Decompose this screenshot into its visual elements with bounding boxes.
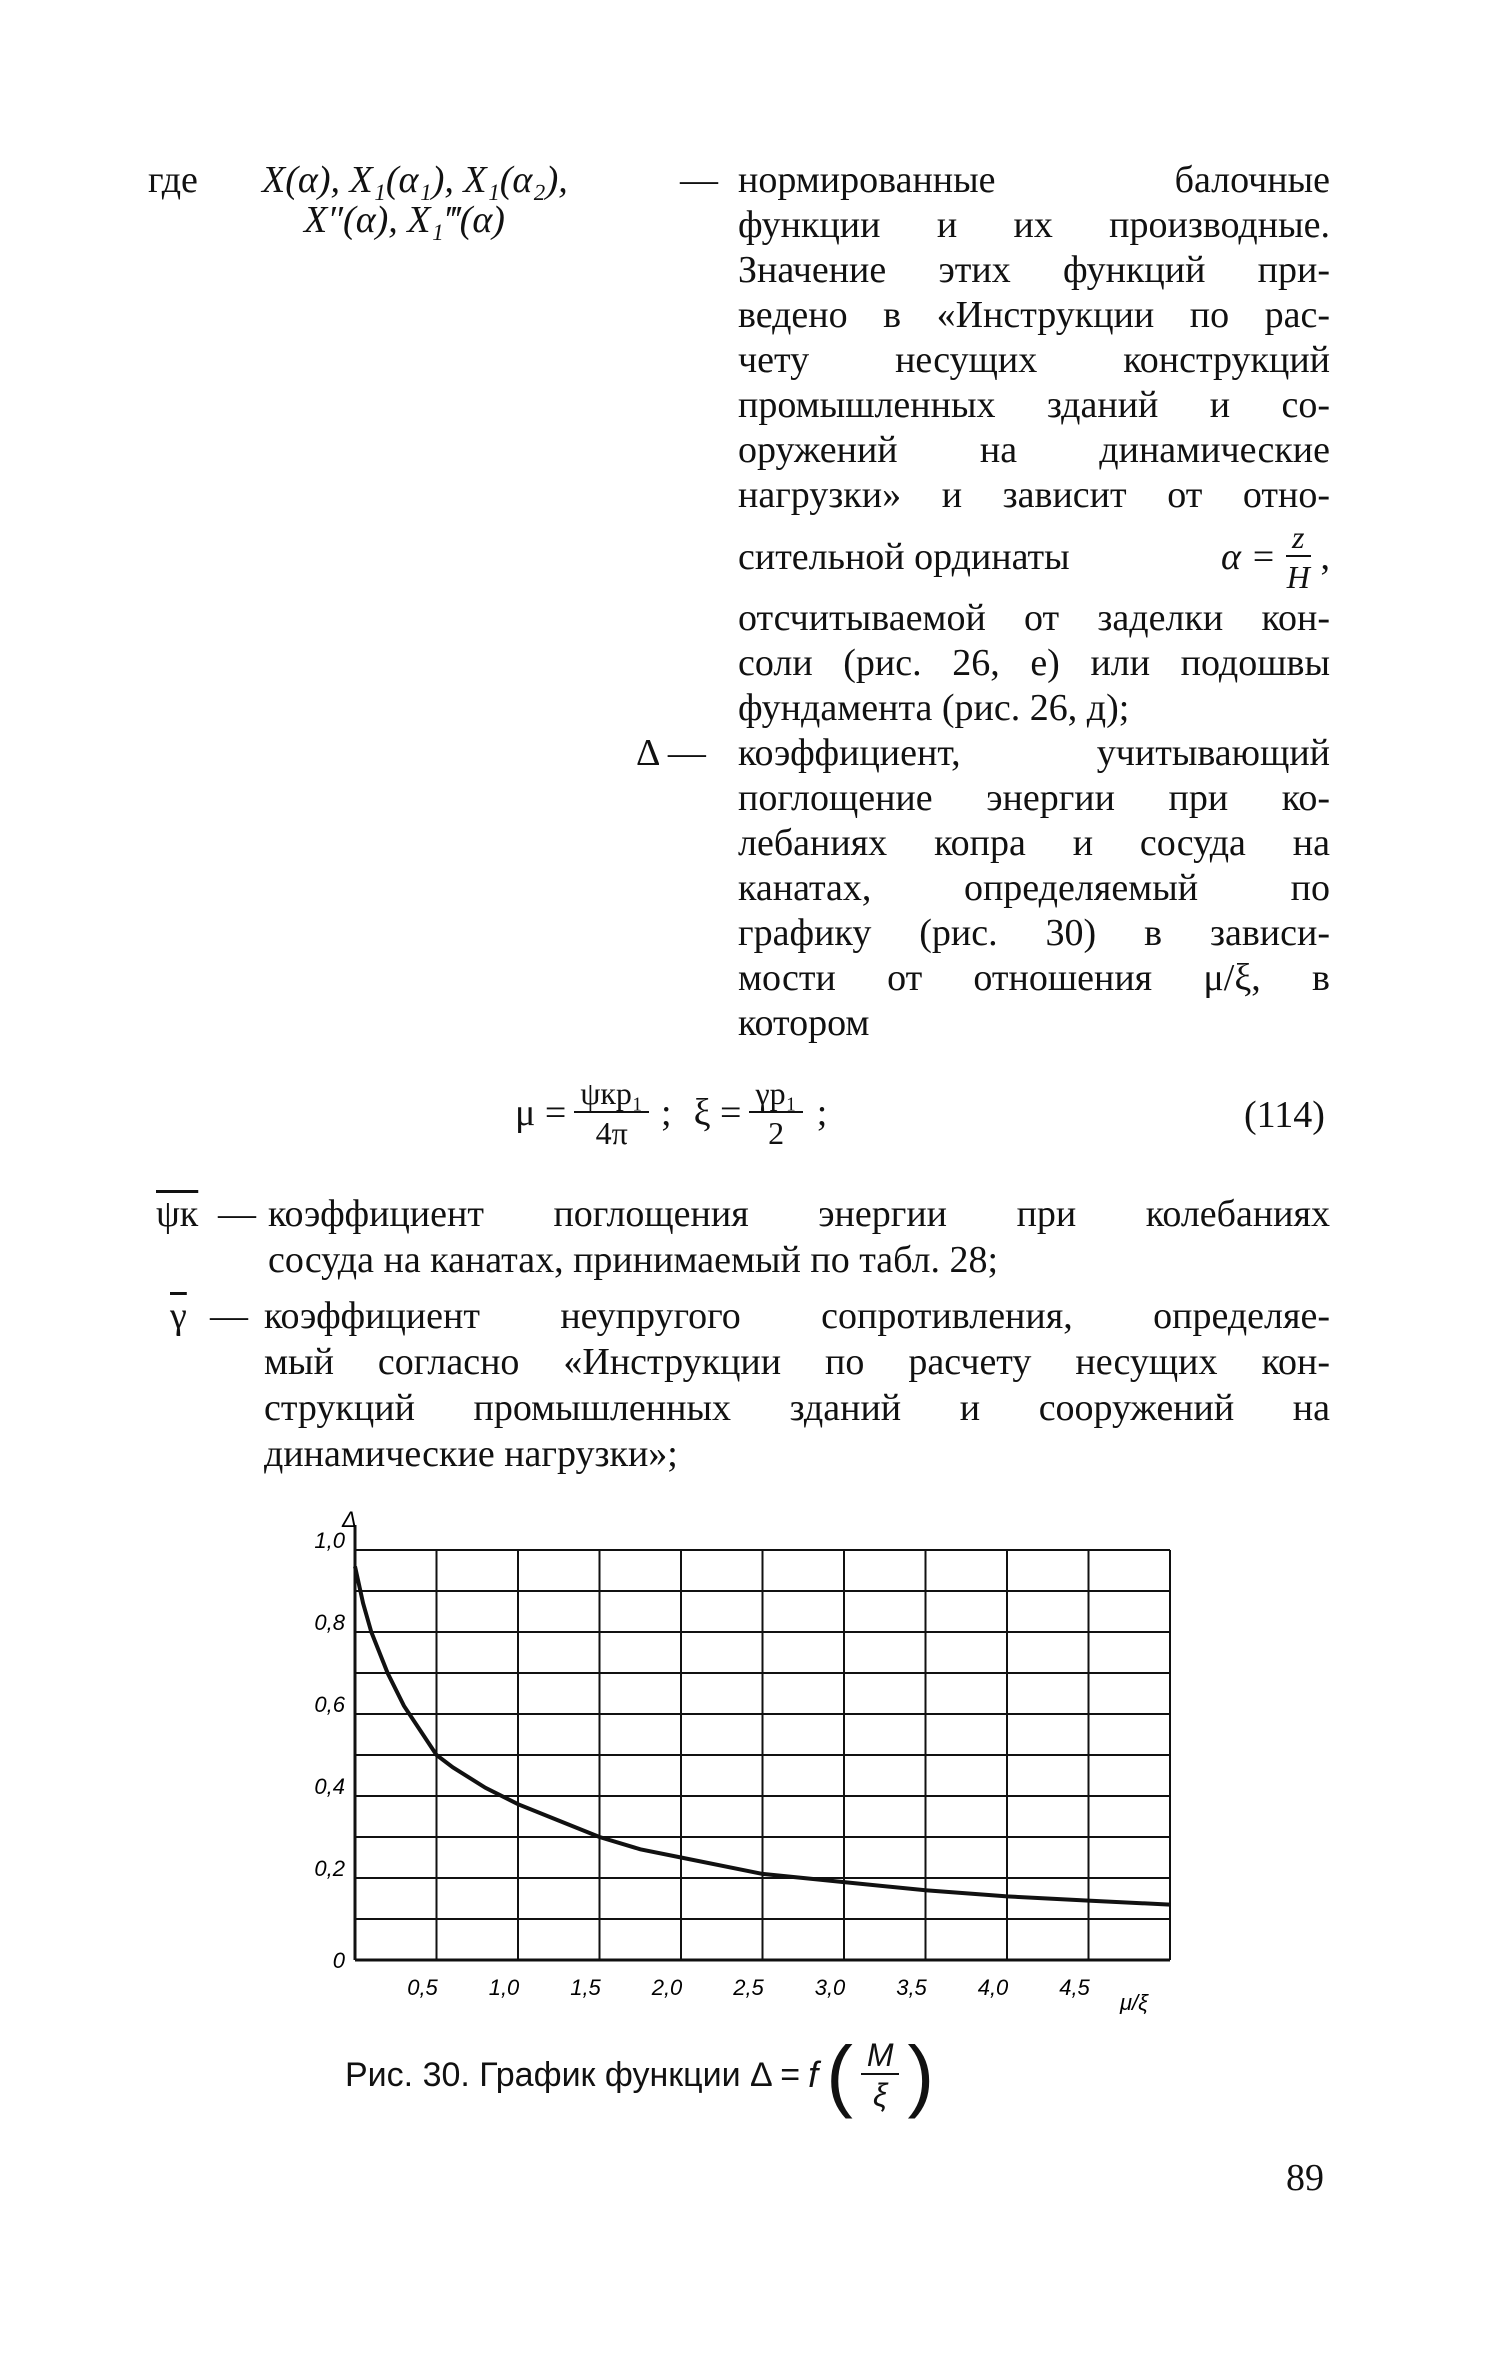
alpha-symbol: α = [1220, 535, 1277, 578]
caption-f: f [808, 2054, 819, 2095]
x-tick-label: 1,5 [570, 1975, 601, 2000]
caption-right-paren: ) [907, 2030, 935, 2119]
ordinate-explanation [738, 596, 1330, 731]
text-line: отсчитываемой от заделки кон- [738, 597, 1330, 639]
text-line: нормированные балочные [738, 159, 1330, 201]
chart-y-ticks [314, 1528, 345, 1973]
text-line: ведено в «Инструкции по рас- [738, 294, 1330, 336]
chart-x-ticks [407, 1975, 1090, 2000]
text-line: промышленных зданий и со- [738, 384, 1330, 426]
text-line: канатах, определяемый по [738, 867, 1330, 909]
caption-denominator: ξ [873, 2077, 888, 2113]
xi-denominator: 2 [768, 1115, 785, 1151]
gamma-definition-line-4: динамические нагрузки»; [264, 1433, 678, 1475]
fraction-suffix: , [1320, 535, 1330, 578]
xi-symbol: ξ = [693, 1091, 742, 1134]
mu-denominator: 4π [595, 1115, 628, 1151]
mu-symbol: μ = [515, 1091, 567, 1134]
formula-separator: ; [661, 1091, 672, 1134]
text-line: фундамента (рис. 26, д); [738, 687, 1130, 729]
delta-function-chart [300, 1505, 1200, 2055]
text-line: оружений на динамические [738, 429, 1330, 471]
caption-fraction [861, 2039, 900, 2111]
x-tick-label: 3,0 [814, 1975, 846, 2000]
y-tick-label: 1,0 [314, 1528, 345, 1553]
x-tick-label: 0,5 [407, 1975, 438, 2000]
psi-symbol: ψк [156, 1193, 199, 1235]
x-tick-label: 2,5 [733, 1975, 764, 2000]
functions-line-2: X″(α), X₁‴(α) [304, 199, 505, 241]
y-tick-label: 0,2 [314, 1856, 345, 1881]
text-line: функции и их производные. [738, 204, 1330, 246]
y-tick-label: 0,8 [314, 1610, 345, 1635]
text-line: соли (рис. 26, е) или подошвы [738, 642, 1330, 684]
y-tick-label: 0,6 [314, 1692, 345, 1717]
fraction-numerator: z [1286, 521, 1310, 557]
xi-fraction [749, 1077, 802, 1149]
y-tick-label: 0,4 [314, 1774, 345, 1799]
delta-symbol: Δ — [636, 732, 706, 774]
psi-definition-line-1: коэффициент поглощения энергии при колебаниях [268, 1193, 1330, 1235]
caption-numerator: M [861, 2039, 900, 2075]
text-line: нагрузки» и зависит от отно- [738, 474, 1330, 516]
delta-definition [738, 731, 1330, 1046]
text-line: поглощение энергии при ко- [738, 777, 1330, 819]
y-tick-label: 0 [332, 1948, 345, 1973]
caption-text: Рис. 30. График функции Δ = [345, 2055, 801, 2094]
formula-number: (114) [1244, 1094, 1325, 1136]
z-over-h-fraction [1286, 521, 1310, 593]
x-tick-label: 2,0 [651, 1975, 683, 2000]
x-tick-label: 4,0 [977, 1975, 1009, 2000]
page-number: 89 [1286, 2157, 1324, 2199]
gamma-definition-line-3: струкций промышленных зданий и сооружений на [264, 1387, 1330, 1429]
functions-line-1: X(α), X₁(α₁), X₁(α₂), [262, 159, 568, 201]
x-tick-label: 4,5 [1059, 1975, 1090, 2000]
y-axis-label: Δ [342, 1507, 357, 1532]
formula-114 [515, 1058, 827, 1168]
where-word: где [148, 159, 198, 201]
text-line: мости от отношения μ/ξ, в [738, 957, 1330, 999]
relative-ordinate-line [738, 519, 1330, 595]
xi-numerator: γp₁ [749, 1077, 802, 1113]
relative-ordinate-text: сительной ординаты [738, 535, 1070, 578]
text-line: лебаниях копра и сосуда на [738, 822, 1330, 864]
mu-fraction [574, 1077, 649, 1149]
functions-definition [738, 158, 1330, 518]
gamma-definition-line-1: коэффициент неупругого сопротивления, определяе- [264, 1295, 1330, 1337]
text-line: чету несущих конструкций [738, 339, 1330, 381]
formula-end: ; [816, 1091, 828, 1134]
text-line: графику (рис. 30) в зависи- [738, 912, 1330, 954]
text-line: Значение этих функций при- [738, 249, 1330, 291]
x-tick-label: 3,5 [896, 1975, 927, 2000]
fraction-denominator: H [1286, 559, 1310, 595]
gamma-dash: — [210, 1295, 248, 1337]
gamma-symbol: $\overline{\gamma}$ [170, 1295, 187, 1337]
text-line: котором [738, 1002, 870, 1044]
gamma-definition-line-2: мый согласно «Инструкции по расчету несущих кон- [264, 1341, 1330, 1383]
mu-numerator: ψкp₁ [574, 1077, 649, 1113]
text-line: коэффициент, учитывающий [738, 732, 1330, 774]
psi-dash: — [218, 1193, 256, 1235]
dash: — [680, 159, 718, 201]
figure-caption [345, 2030, 934, 2120]
psi-definition-line-2: сосуда на канатах, принимаемый по табл. 28; [268, 1239, 999, 1281]
x-tick-label: 1,0 [488, 1975, 520, 2000]
x-axis-label: μ/ξ [1120, 1990, 1148, 2015]
caption-left-paren: ( [826, 2030, 853, 2119]
